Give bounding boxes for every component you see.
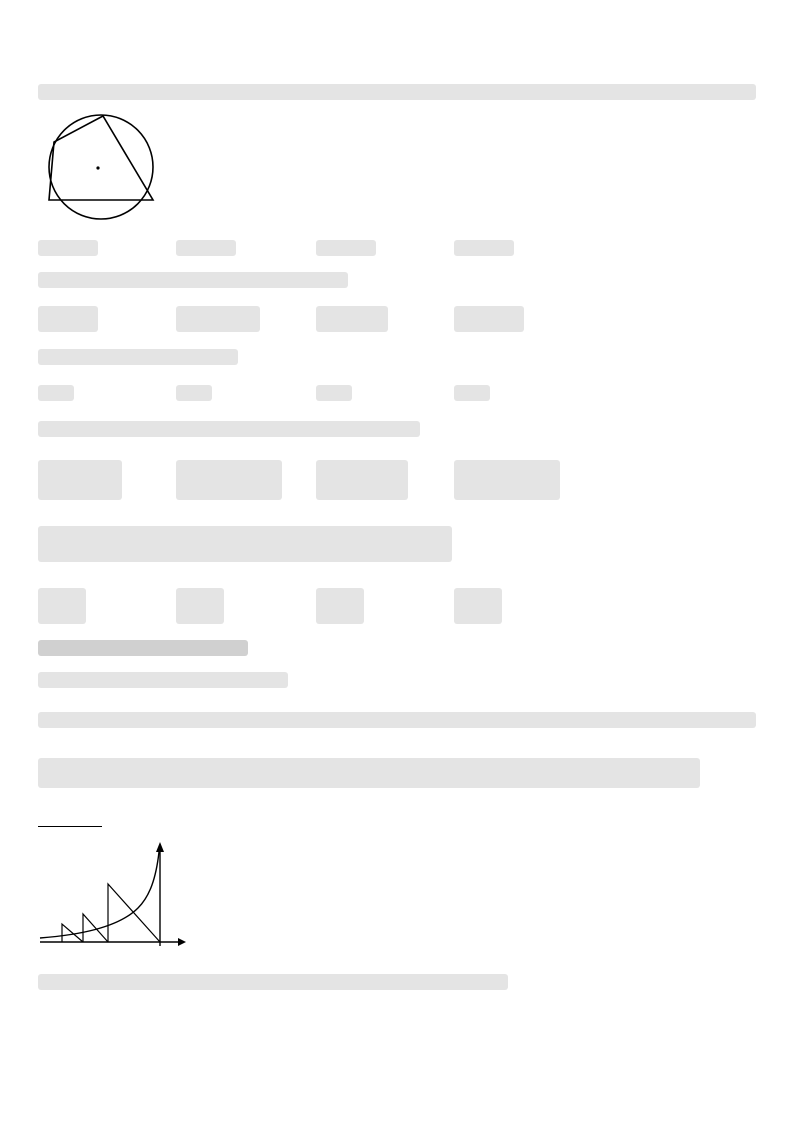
question-9-stem [38,421,420,437]
question-8-option-a [38,385,74,401]
question-9-option-a [38,460,122,500]
triangle-1 [108,884,160,942]
question-10-option-a [38,588,86,624]
question-8-option-b [176,385,212,401]
hyperbola-triangles-figure [38,838,196,956]
question-8-option-c [316,385,352,401]
question-8-option-d [454,385,490,401]
question-9-option-b [176,460,282,500]
triangle-2 [83,914,108,942]
circle-quadrilateral-figure [36,110,166,225]
question-7-option-a [38,306,98,332]
question-6-option-d [454,240,514,256]
question-6-option-a [38,240,98,256]
question-12-stem-line-1 [38,712,756,728]
quadrilateral-abcd [49,116,153,200]
question-8-stem [38,349,238,365]
question-10-stem [38,526,452,562]
circle-outline [49,115,153,219]
question-9-option-c [316,460,408,500]
question-7-option-d [454,306,524,332]
question-11-stem [38,672,288,688]
hyperbola-curve [40,852,159,938]
center-dot [96,166,99,169]
question-6-option-b [176,240,236,256]
question-10-option-d [454,588,502,624]
question-6-stem [38,84,756,100]
question-10-option-b [176,588,224,624]
question-7-option-c [316,306,388,332]
question-13-stem [38,974,508,990]
x-axis-arrowhead [178,938,186,946]
question-6-option-c [316,240,376,256]
question-9-option-d [454,460,560,500]
section-heading [38,640,248,656]
y-axis-arrowhead [156,842,164,852]
question-7-option-b [176,306,260,332]
question-10-option-c [316,588,364,624]
question-12-stem-line-2 [38,758,700,788]
question-12-answer-blank [38,826,102,827]
question-7-stem [38,272,348,288]
